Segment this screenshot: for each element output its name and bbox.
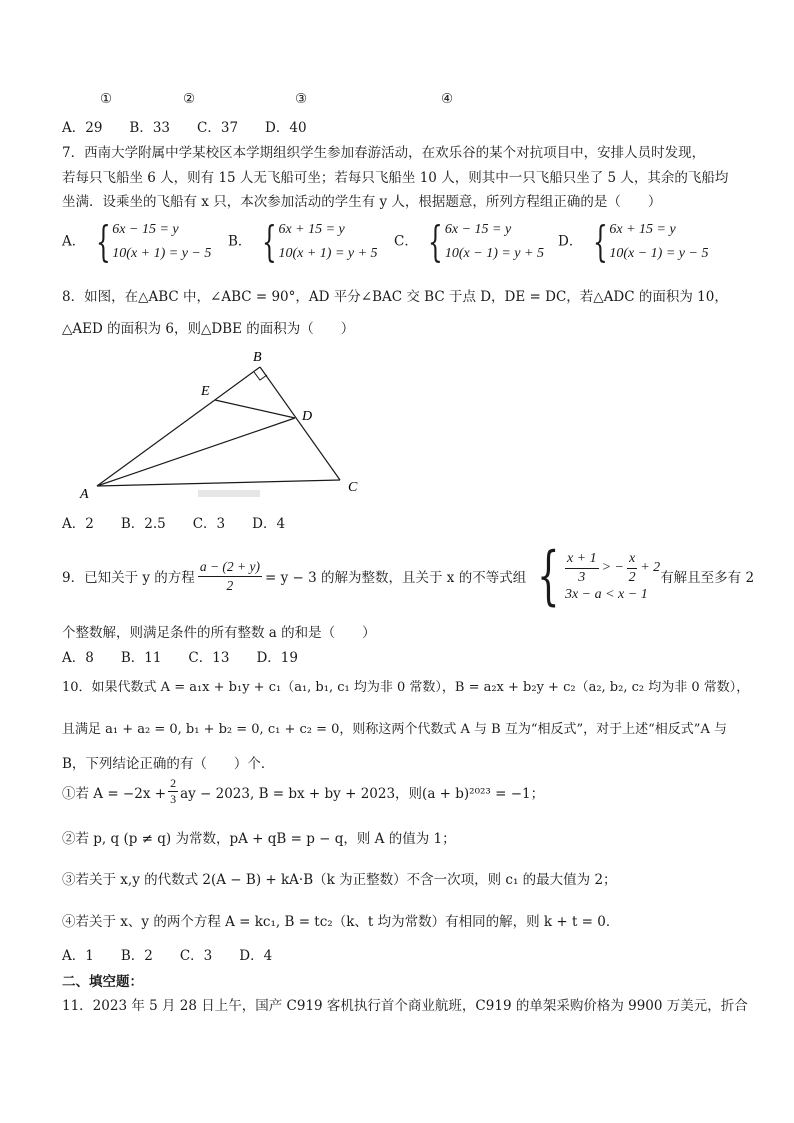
label-d: D	[302, 409, 313, 424]
q10-statement-4: ④若关于 x、y 的两个方程 A = kc₁, B = tc₂（k、t 均为常数）有相同的解，则 k + t = 0．	[62, 914, 620, 930]
blur-mark	[198, 490, 260, 497]
q7-option-b-label: B．	[228, 233, 252, 250]
q9-ineq1-op: > −	[601, 560, 625, 575]
q9-ineq1-right-num: x	[627, 550, 637, 569]
q7-option-d-eq1: 6x + 15 = y	[609, 222, 676, 237]
q7-option-b-eq2: 10(x + 1) = y + 5	[278, 246, 378, 261]
label-e: E	[201, 384, 210, 399]
q7-option-d-label: D．	[558, 233, 583, 250]
q10-s1-num: 2	[170, 776, 177, 790]
q9-prefix: 9．已知关于 y 的方程	[62, 570, 195, 586]
q10-statement-1	[62, 776, 544, 807]
segment-ab	[97, 367, 260, 486]
q10-s1-pre: ①若 A = −2x +	[62, 785, 167, 802]
q10-text-line1: 10．如果代数式 A = a₁x + b₁y + c₁（a₁, b₁, c₁ 均为非 0 常数），B = a₂x + b₂y + c₂（a₂, b₂, c₂ 均为非 0 常数），	[62, 680, 750, 695]
label-b: B	[253, 350, 262, 365]
q9-eq-denominator: 2	[226, 577, 234, 593]
q7-option-d: D． { 6x + 15 = y 10(x − 1) = y − 5	[558, 217, 709, 266]
q9-mid: = y − 3 的解为整数，且关于 x 的不等式组	[265, 570, 527, 586]
segment-bc	[260, 367, 340, 480]
label-a: A	[80, 487, 89, 500]
q6-options: A．29 B．33 C．37 D．40	[62, 120, 307, 136]
q6-marker-4: ④	[441, 91, 454, 107]
q7-option-b: B． { 6x + 15 = y 10(x + 1) = y + 5	[228, 217, 378, 266]
section-title-fill-in: 二、填空题：	[62, 974, 143, 990]
q9-ineq1-right-den: 2	[628, 569, 636, 585]
q8-triangle-figure	[70, 345, 370, 500]
q7-option-a-label: A．	[62, 233, 86, 250]
q7-option-c: C． { 6x − 15 = y 10(x − 1) = y + 5	[394, 217, 544, 266]
segment-ac	[97, 480, 340, 486]
q11-text-line1: 11．2023 年 5 月 28 日上午，国产 C919 客机执行首个商业航班，C919 的单架采购价格为 9900 万美元，折合	[62, 998, 748, 1014]
q6-marker-3: ③	[295, 91, 308, 107]
q9-line1: 9．已知关于 y 的方程 $\frac{a - (2 + y)}{2}$ = y − 3 的解为整数，且关于 x 的不等式组 { $\frac{x + 1}{3}$ > − $\frac{x}{2}$ + 2 3x − a < x − 1 有解且至多有 2	[62, 539, 755, 613]
q7-text-line2: 若每只飞船坐 6 人，则有 15 人无飞船可坐；若每只飞船坐 10 人，则其中一只飞船只坐了 5 人，其余的飞船均	[62, 170, 729, 186]
q9-options: A．8 B．11 C．13 D．19	[62, 650, 298, 666]
q7-option-b-eq1: 6x + 15 = y	[278, 222, 345, 237]
q9-ineq2: 3x − a < x − 1	[564, 586, 648, 602]
q7-option-c-eq1: 6x − 15 = y	[444, 222, 512, 237]
q7-text-line3: 坐满．设乘坐的飞船有 x 只，本次参加活动的学生有 y 人，根据题意，所列方程组正确的是（ ）	[62, 194, 662, 210]
q7-option-d-eq2: 10(x − 1) = y − 5	[609, 246, 709, 261]
q7-text-line1: 7．西南大学附属中学某校区本学期组织学生参加春游活动，在欢乐谷的某个对抗项目中，安排人员时发现，	[62, 145, 706, 161]
q9-ineq1-tail: + 2	[640, 560, 661, 575]
q7-option-c-label: C．	[394, 233, 418, 250]
q7-option-a-eq1: 6x − 15 = y	[112, 222, 179, 237]
q10-options: A．1 B．2 C．3 D．4	[62, 948, 273, 964]
segment-ad	[97, 418, 295, 486]
q9-ineq1-left-den: 3	[578, 569, 586, 585]
q6-marker-1: ①	[100, 91, 113, 107]
segment-ed	[215, 400, 295, 418]
label-c: C	[348, 480, 358, 495]
q7-option-a-eq2: 10(x + 1) = y − 5	[112, 246, 212, 261]
q7-option-a: A． { 6x − 15 = y 10(x + 1) = y − 5	[62, 217, 212, 266]
q10-s1-den: 3	[170, 792, 177, 806]
q10-s1-post: ay − 2023, B = bx + by + 2023，则(a + b)²⁰²³ = −1；	[180, 785, 545, 802]
q8-options: A．2 B．2.5 C．3 D．4	[62, 516, 286, 532]
q9-eq-numerator: a − (2 + y)	[198, 558, 262, 577]
q6-marker-2: ②	[183, 91, 196, 107]
q8-text-line1: 8．如图，在△ABC 中，∠ABC = 90°，AD 平分∠BAC 交 BC 于点 D，DE = DC，若△ADC 的面积为 10，	[62, 289, 728, 305]
q9-suffix: 有解且至多有 2	[660, 570, 755, 586]
q7-option-c-eq2: 10(x − 1) = y + 5	[444, 246, 544, 261]
q9-text-line2: 个整数解，则满足条件的所有整数 a 的和是（ ）	[62, 625, 376, 641]
q10-text-line3: B，下列结论正确的有（ ）个．	[62, 756, 275, 772]
q8-text-line2: △AED 的面积为 6，则△DBE 的面积为（ ）	[62, 321, 355, 337]
q10-text-line2: 且满足 a₁ + a₂ = 0, b₁ + b₂ = 0, c₁ + c₂ = 0，则称这两个代数式 A 与 B 互为“相反式”，对于上述“相反式”A 与	[62, 722, 727, 737]
q9-ineq1-left-num: x + 1	[565, 550, 599, 569]
q10-statement-2: ②若 p, q (p ≠ q) 为常数，pA + qB = p − q，则 A 的值为 1；	[62, 831, 456, 847]
q10-statement-3: ③若关于 x,y 的代数式 2(A − B) + kA·B（k 为正整数）不含一次项，则 c₁ 的最大值为 2；	[62, 872, 617, 888]
